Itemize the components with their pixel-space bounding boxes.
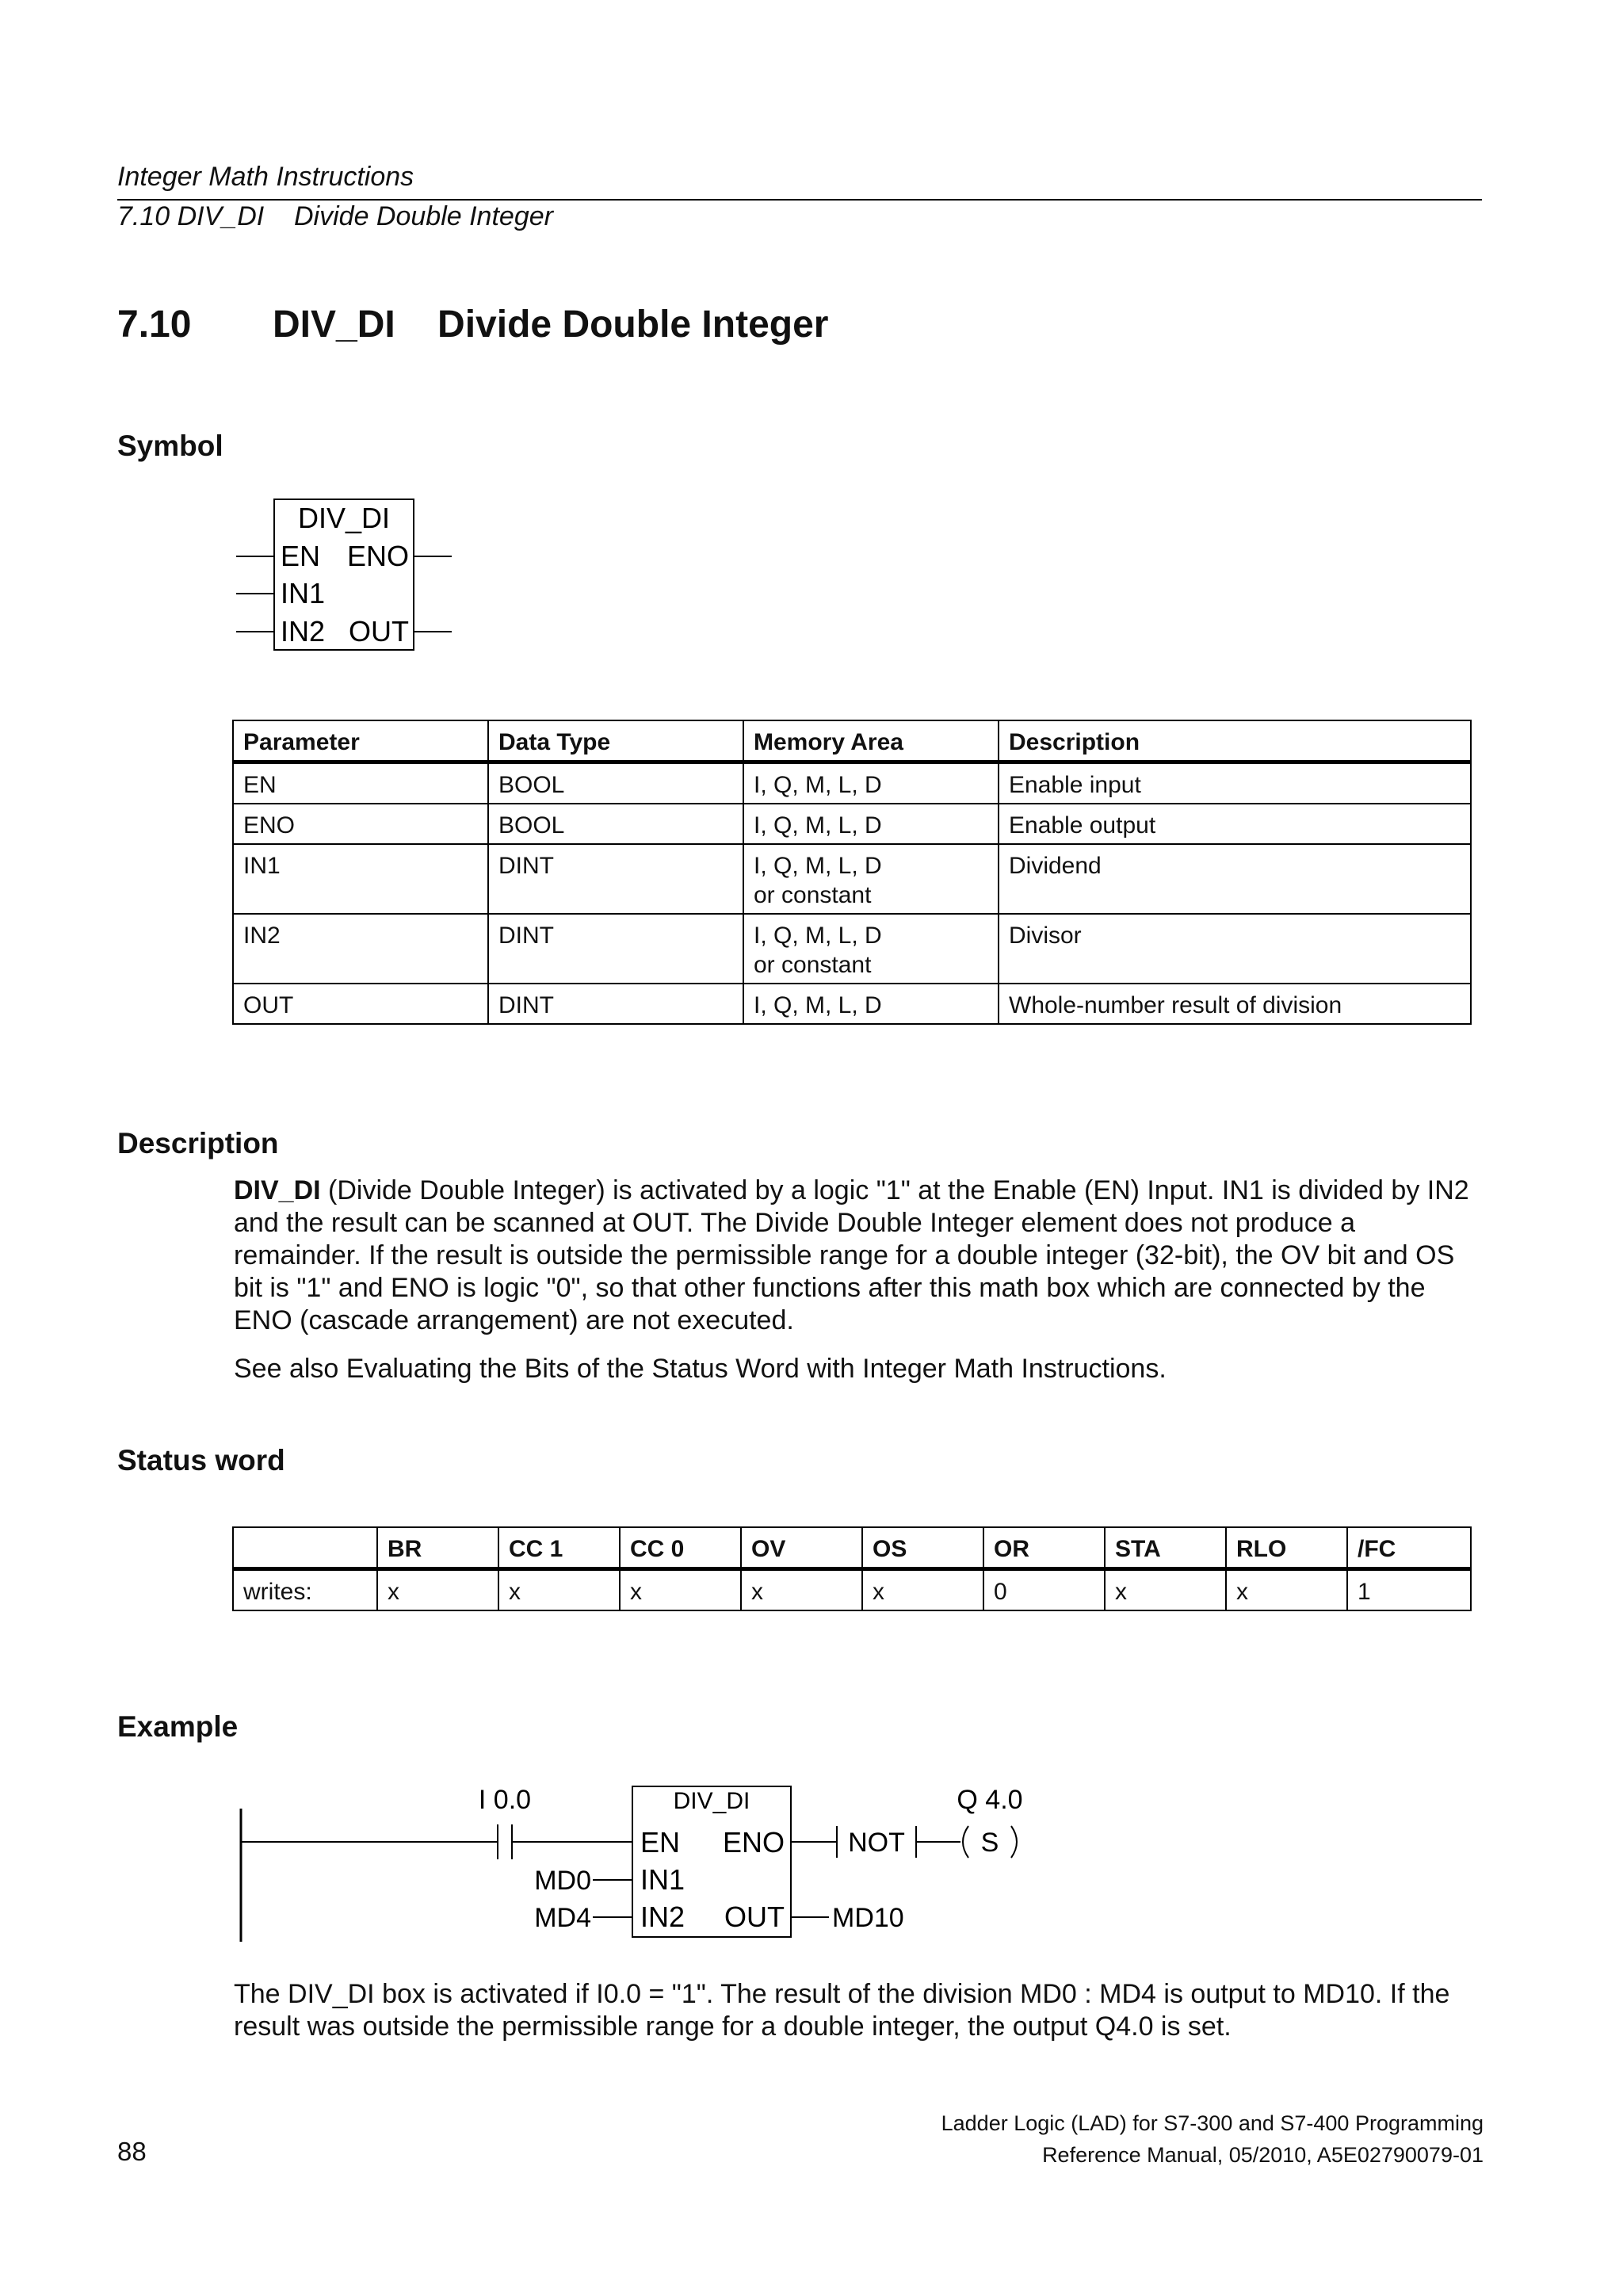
running-header-chapter: Integer Math Instructions: [117, 162, 414, 192]
example-box-name: DIV_DI: [673, 1788, 750, 1814]
memory-area-cell: I, Q, M, L, D: [743, 804, 999, 844]
memory-area-cell: I, Q, M, L, D or constant: [743, 844, 999, 914]
status-word-header-row: [233, 1527, 1471, 1569]
header-rule: [117, 199, 1482, 201]
status-header-cell: OS: [862, 1527, 983, 1569]
description-cell: Enable output: [999, 804, 1471, 844]
symbol-pin-eno: ENO: [346, 540, 409, 572]
data-type-cell: DINT: [488, 984, 743, 1024]
coil-right-arc: [1011, 1826, 1017, 1858]
status-header-cell: STA: [1105, 1527, 1226, 1569]
status-header-cell: OV: [741, 1527, 862, 1569]
description-cell: Enable input: [999, 762, 1471, 804]
div-di-symbol: [222, 491, 475, 658]
symbol-heading: Symbol: [117, 430, 223, 462]
running-header-section: 7.10 DIV_DI Divide Double Integer: [117, 201, 553, 231]
status-header-cell: CC 1: [498, 1527, 620, 1569]
footer-line-2: Reference Manual, 05/2010, A5E02790079-01: [1042, 2143, 1484, 2167]
status-word-heading: Status word: [117, 1444, 285, 1477]
in2-operand: MD4: [534, 1903, 591, 1933]
parameter-cell: EN: [233, 762, 488, 804]
example-caption: The DIV_DI box is activated if I0.0 = "1". The result of the division MD0 : MD4 is output to MD10. If the result was outside the permissible range for a double integer, the output Q4.0 is set.: [234, 1979, 1450, 2042]
memory-area-cell: I, Q, M, L, D or constant: [743, 914, 999, 984]
description-cell: Divisor: [999, 914, 1471, 984]
memory-area-cell: I, Q, M, L, D: [743, 984, 999, 1024]
parameter-cell: OUT: [233, 984, 488, 1024]
status-header-cell: BR: [377, 1527, 498, 1569]
description-body: [234, 1175, 1486, 1401]
parameter-header-cell: Memory Area: [743, 720, 999, 762]
table-row: [233, 914, 1471, 984]
example-pin-in2: IN2: [640, 1901, 685, 1933]
out-operand: MD10: [832, 1903, 904, 1933]
example-pin-out: OUT: [724, 1901, 785, 1933]
status-header-cell: RLO: [1226, 1527, 1347, 1569]
section-number: 7.10: [117, 304, 192, 346]
parameter-header-cell: Description: [999, 720, 1471, 762]
symbol-pin-in1: IN1: [281, 577, 326, 609]
status-header-cell: /FC: [1347, 1527, 1471, 1569]
status-header-cell: CC 0: [620, 1527, 741, 1569]
parameter-table-header: [233, 720, 1471, 762]
status-word-table: [232, 1526, 1472, 1611]
data-type-cell: BOOL: [488, 762, 743, 804]
status-cell: x: [377, 1569, 498, 1611]
table-row: [233, 984, 1471, 1024]
in1-operand: MD0: [534, 1866, 591, 1896]
description-paragraph: [234, 1175, 1486, 1337]
description-cell: Dividend: [999, 844, 1471, 914]
status-header-cell: OR: [983, 1527, 1105, 1569]
symbol-pin-en: EN: [281, 540, 321, 572]
description-cell: Whole-number result of division: [999, 984, 1471, 1024]
status-cell: x: [741, 1569, 862, 1611]
page-number: 88: [117, 2137, 147, 2166]
table-row: [233, 804, 1471, 844]
status-cell: x: [1105, 1569, 1226, 1611]
status-cell: writes:: [233, 1569, 377, 1611]
example-pin-eno: ENO: [722, 1826, 785, 1859]
status-cell: x: [1226, 1569, 1347, 1611]
parameter-cell: IN1: [233, 844, 488, 914]
data-type-cell: BOOL: [488, 804, 743, 844]
coil-type: S: [980, 1828, 999, 1858]
description-heading: Description: [117, 1127, 279, 1159]
description-text: (Divide Double Integer) is activated by a logic "1" at the Enable (EN) Input. IN1 is divided by IN2 and the result can be scanned at OUT. The Divide Double Integer element does not produce a remainder. If the result is outside the permissible range for a double integer (32-bit), the OV bit and OS bit is "1" and ENO is logic "0", so that other functions after this math box which are connected by the ENO (cascade arrangement) are not executed.: [234, 1175, 1469, 1335]
contact-label: I 0.0: [478, 1785, 532, 1815]
see-also-paragraph: See also Evaluating the Bits of the Status Word with Integer Math Instructions.: [234, 1354, 1167, 1384]
coil-label: Q 4.0: [957, 1785, 1023, 1815]
parameter-header-cell: Parameter: [233, 720, 488, 762]
table-row: [233, 844, 1471, 914]
parameter-header-cell: Data Type: [488, 720, 743, 762]
status-cell: 1: [1347, 1569, 1471, 1611]
memory-area-cell: I, Q, M, L, D: [743, 762, 999, 804]
example-pin-in1: IN1: [640, 1863, 685, 1896]
symbol-pin-out: OUT: [349, 615, 409, 648]
status-cell: x: [862, 1569, 983, 1611]
status-word-values-row: [233, 1569, 1471, 1611]
status-header-cell: [233, 1527, 377, 1569]
section-title: DIV_DI Divide Double Integer: [273, 304, 829, 346]
parameter-table: [232, 720, 1472, 1025]
status-cell: x: [498, 1569, 620, 1611]
example-pin-en: EN: [640, 1826, 681, 1859]
footer-line-1: Ladder Logic (LAD) for S7-300 and S7-400 Programming: [941, 2111, 1484, 2135]
parameter-cell: ENO: [233, 804, 488, 844]
example-heading: Example: [117, 1710, 239, 1743]
ladder-diagram: [230, 1775, 1038, 1950]
data-type-cell: DINT: [488, 914, 743, 984]
symbol-box-name: DIV_DI: [297, 502, 391, 534]
table-row: [233, 762, 1471, 804]
status-cell: 0: [983, 1569, 1105, 1611]
symbol-pin-in2: IN2: [281, 615, 326, 648]
data-type-cell: DINT: [488, 844, 743, 914]
status-cell: x: [620, 1569, 741, 1611]
parameter-cell: IN2: [233, 914, 488, 984]
coil-left-arc: [963, 1826, 968, 1858]
not-label: NOT: [848, 1828, 905, 1858]
description-lead-term: DIV_DI: [234, 1175, 321, 1205]
